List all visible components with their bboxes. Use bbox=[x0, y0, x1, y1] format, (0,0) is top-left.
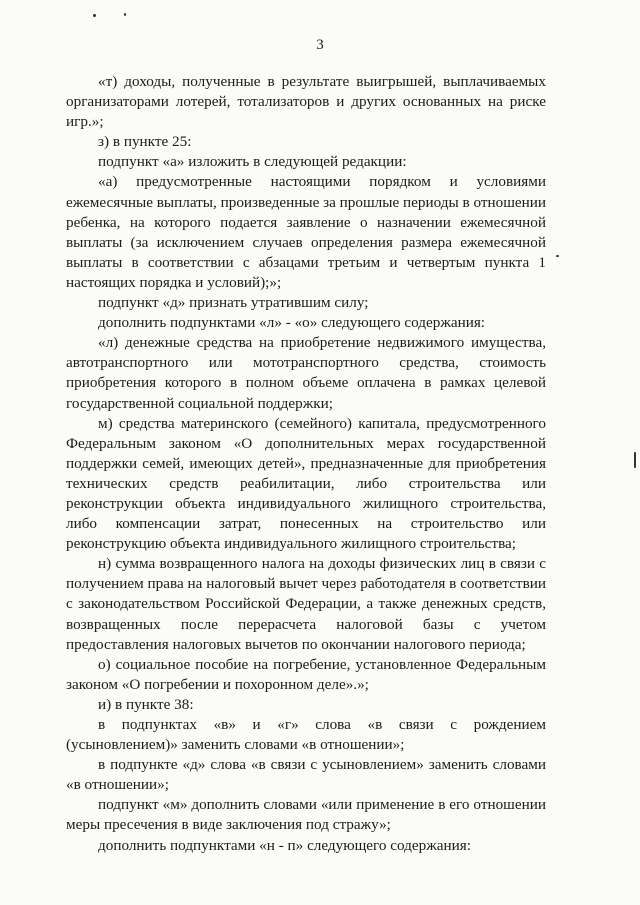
paragraph: подпункт «м» дополнить словами «или применение в его отношении меры пресечения в виде заключения под стражу»; bbox=[66, 796, 546, 834]
paragraph: «л) денежные средства на приобретение недвижимого имущества, автотранспортного или мототранспортного средства, стоимость приобретения которого в полном объеме оплачена в рамках целевой государственной социальной поддержки; bbox=[66, 334, 546, 412]
paragraph: дополнить подпунктами «н - п» следующего содержания: bbox=[98, 836, 471, 854]
paragraph: м) средства материнского (семейного) капитала, предусмотренного Федеральным законом «О дополнительных мерах государственной поддержки семей, имеющих детей», предназначенные для приобретения технических средств реабилитации, либо строительства или реконструкции объекта индивидуального жилищного строительства, либо компенсации затрат, понесенных на строительство или реконструкцию объекта индивидуального жилищного строительства; bbox=[66, 414, 546, 553]
paragraph: дополнить подпунктами «л» - «о» следующего содержания: bbox=[98, 314, 486, 332]
paragraph: з) в пункте 25: bbox=[98, 133, 192, 151]
scan-speck bbox=[124, 13, 126, 16]
paragraph: в подпунктах «в» и «г» слова «в связи с рождением (усыновлением)» заменить словами «в отношении»; bbox=[66, 716, 546, 754]
scan-speck bbox=[93, 14, 96, 17]
paragraph: подпункт «а» изложить в следующей редакции: bbox=[98, 153, 407, 171]
scan-speck bbox=[634, 452, 636, 468]
paragraph: н) сумма возвращенного налога на доходы физических лиц в связи с получением права на налоговый вычет через работодателя в соответствии с законодательством Российской Федерации, а также денежных средств, возвращенных после перерасчета налоговой базы с учетом предоставления налоговых вычетов по окончании налогового периода; bbox=[66, 555, 546, 653]
paragraph: о) социальное пособие на погребение, установленное Федеральным законом «О погребении и похоронном деле».»; bbox=[66, 655, 546, 693]
paragraph: «т) доходы, полученные в результате выигрышей, выплачиваемых организаторами лотерей, тотализаторов и других основанных на риске игр.»; bbox=[66, 73, 546, 131]
document-body bbox=[66, 72, 546, 856]
page-number: 3 bbox=[316, 37, 324, 53]
paragraph: «а) предусмотренные настоящими порядком и условиями ежемесячные выплаты, произведенные за прошлые периоды в отношении ребенка, на которого подается заявление о назначении ежемесячной выплаты (за исключением случаев определения размера ежемесячной выплаты в соответствии с абзацами третьим и четвертым пункта 1 настоящих порядка и условий);»; bbox=[66, 173, 547, 291]
paragraph: в подпункте «д» слова «в связи с усыновлением» заменить словами «в отношении»; bbox=[66, 756, 546, 794]
scan-speck bbox=[556, 255, 559, 257]
paragraph: и) в пункте 38: bbox=[98, 695, 194, 713]
paragraph: подпункт «д» признать утратившим силу; bbox=[98, 294, 369, 312]
